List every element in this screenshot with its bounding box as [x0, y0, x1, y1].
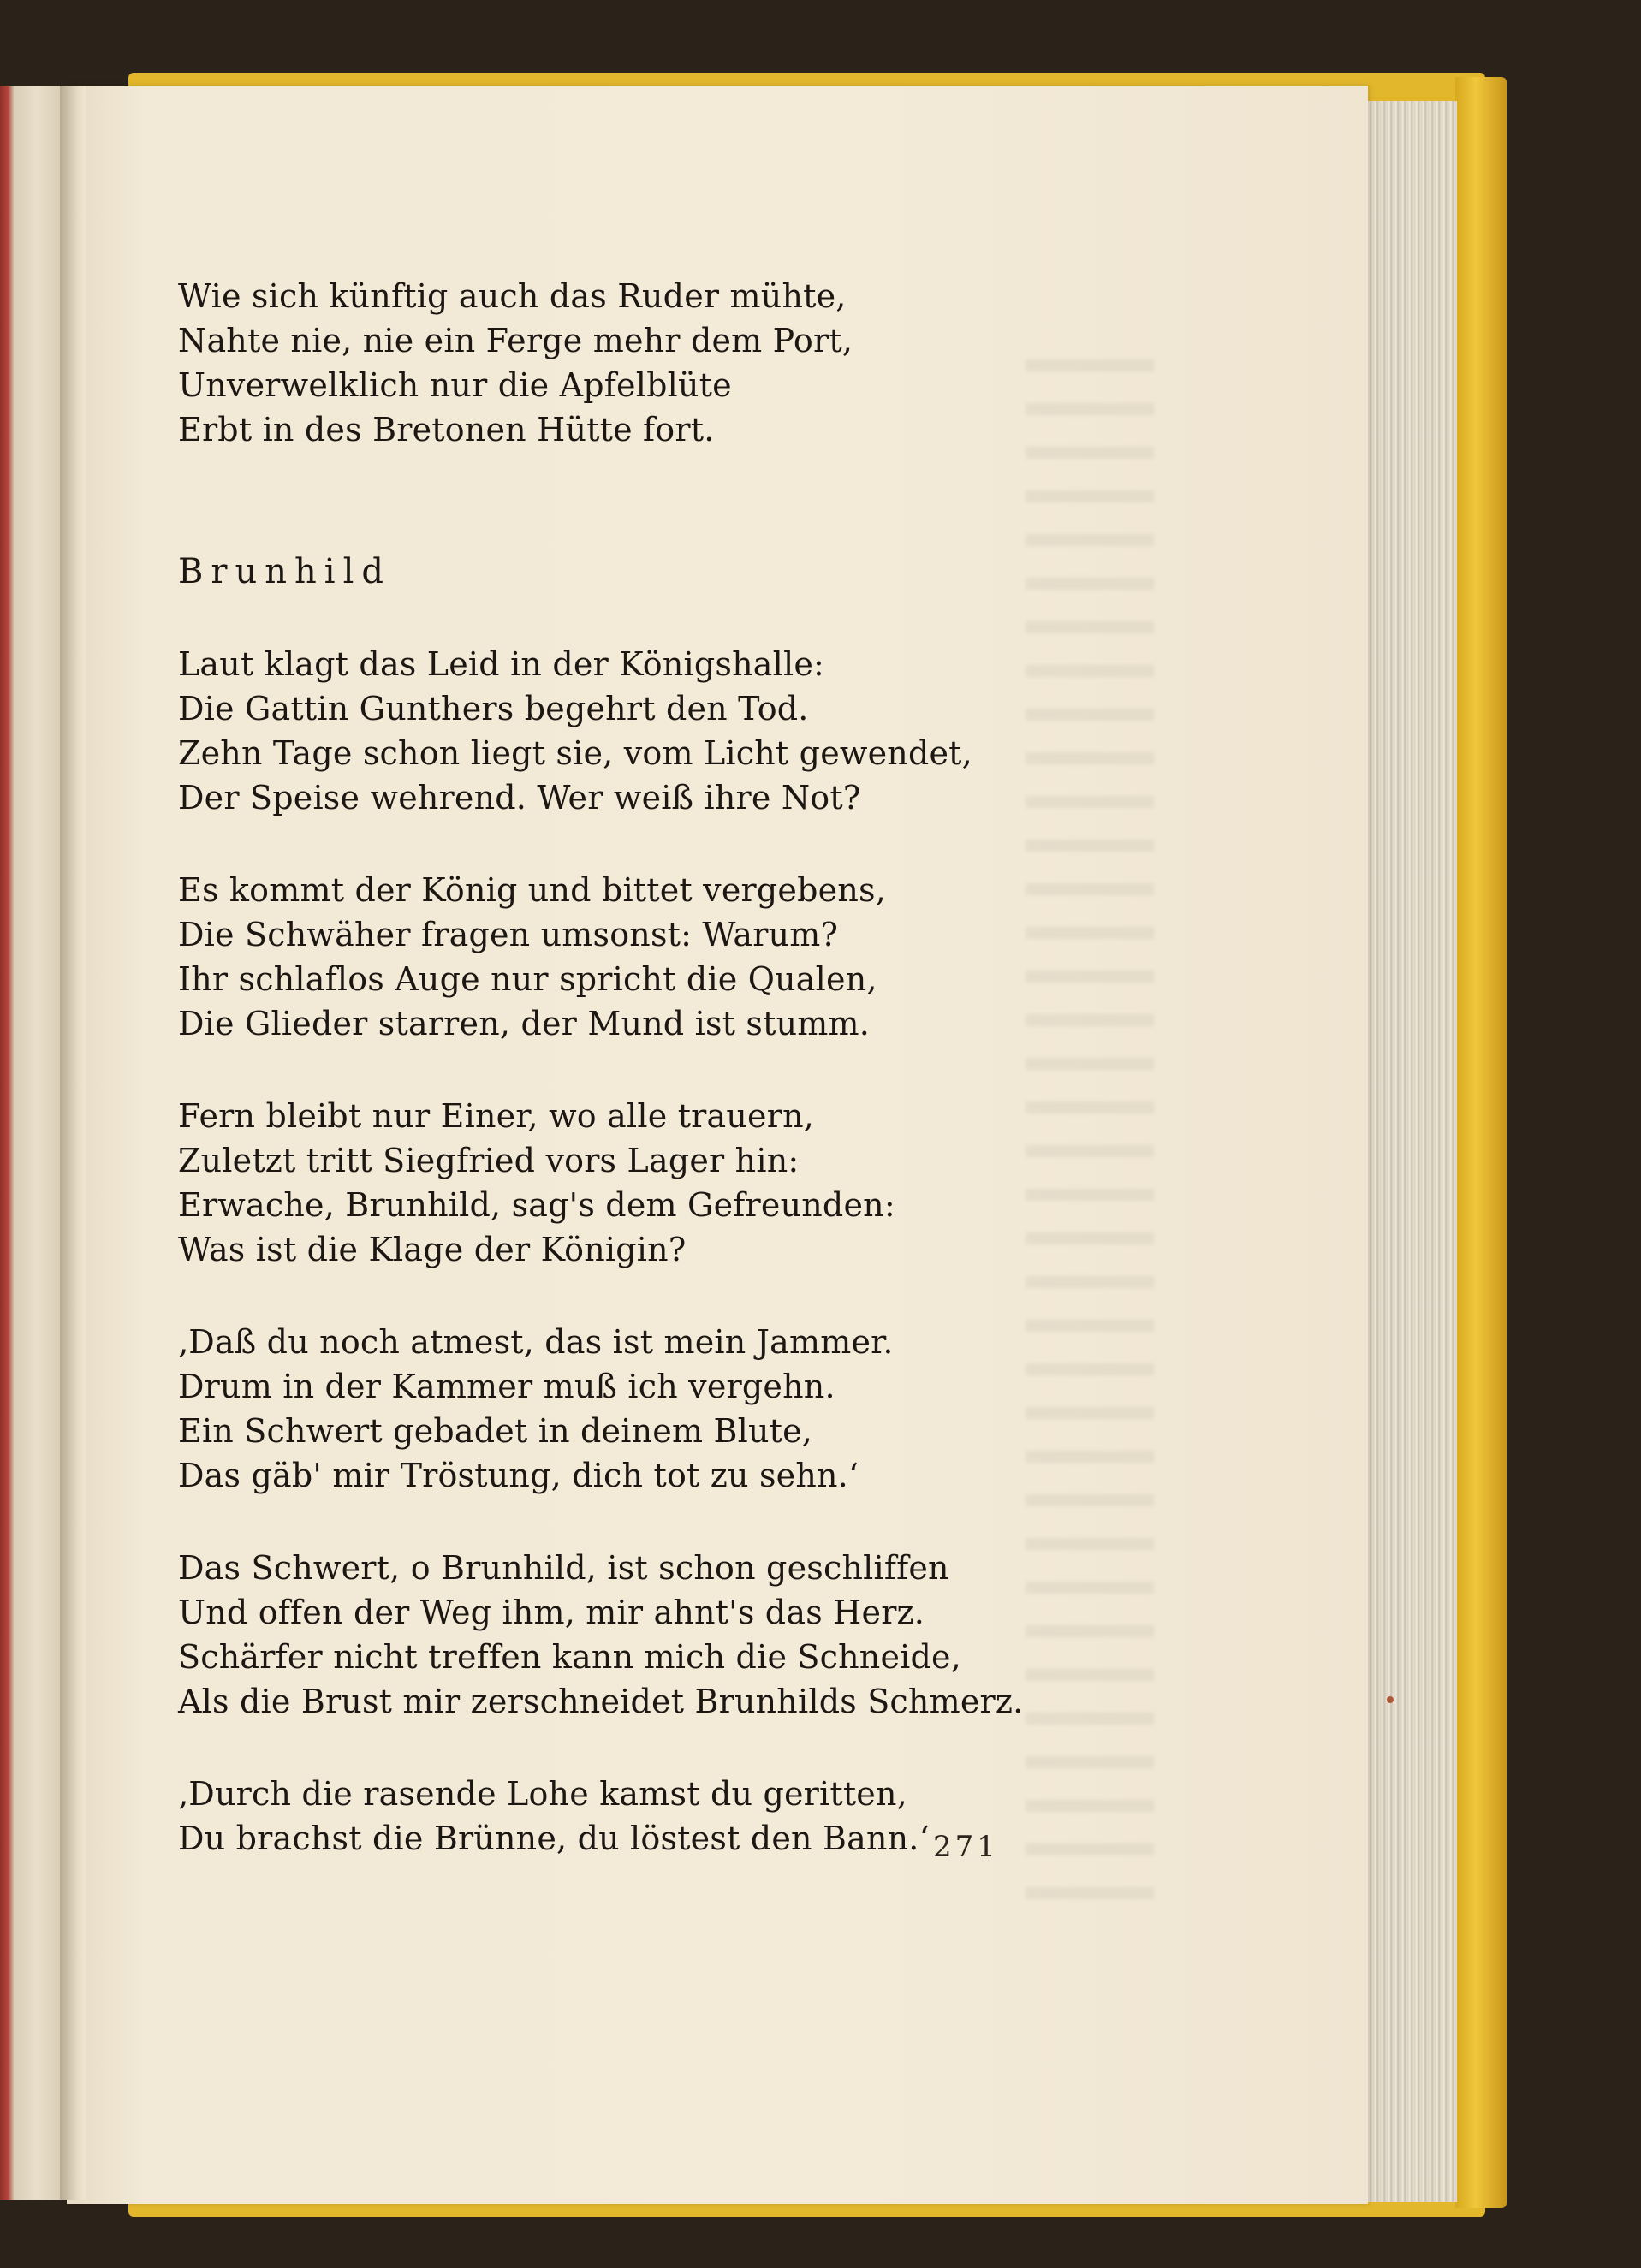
previous-poem-ending	[178, 274, 1120, 452]
verse-line: Es kommt der König und bittet vergebens,	[178, 871, 886, 909]
verse-line: Als die Brust mir zerschneidet Brunhilds Schmerz.	[178, 1683, 1024, 1720]
poem-title: Brunhild	[178, 552, 391, 591]
stanza	[178, 868, 1120, 1046]
verse-line: Die Schwäher fragen umsonst: Warum?	[178, 916, 839, 953]
book-cover-edge	[1455, 77, 1507, 2208]
verse-line: Du brachst die Brünne, du löstest den Bann.‘	[178, 1820, 930, 1857]
page-text	[178, 274, 1120, 1909]
verse-line: Laut klagt das Leid in der Königshalle:	[178, 645, 825, 683]
verse-line: Das gäb' mir Tröstung, dich tot zu sehn.‘	[178, 1457, 859, 1494]
verse-line: Unverwelklich nur die Apfelblüte	[178, 366, 732, 404]
verse-line: Der Speise wehrend. Wer weiß ihre Not?	[178, 779, 861, 816]
verse-line: Die Gattin Gunthers begehrt den Tod.	[178, 690, 809, 727]
verse-line: Ein Schwert gebadet in deinem Blute,	[178, 1412, 813, 1450]
verse-line: Fern bleibt nur Einer, wo alle trauern,	[178, 1097, 815, 1135]
verse-line: Zehn Tage schon liegt sie, vom Licht gewendet,	[178, 734, 972, 772]
verse-line: Schärfer nicht treffen kann mich die Schneide,	[178, 1638, 962, 1676]
verse-line: ‚Daß du noch atmest, das ist mein Jammer.	[178, 1323, 894, 1361]
stanza	[178, 1094, 1120, 1272]
page-number: 271	[933, 1830, 999, 1864]
verse-line: Erbt in des Bretonen Hütte fort.	[178, 411, 715, 448]
verse-line: Zuletzt tritt Siegfried vors Lager hin:	[178, 1142, 800, 1179]
verse-line: Nahte nie, nie ein Ferge mehr dem Port,	[178, 322, 853, 359]
verse-line: Ihr schlaflos Auge nur spricht die Qualen,	[178, 960, 877, 998]
paper-speck	[1387, 1696, 1394, 1703]
verse-line: Was ist die Klage der Königin?	[178, 1231, 687, 1268]
left-page-red-edge	[0, 86, 14, 2200]
verse-line: Drum in der Kammer muß ich vergehn.	[178, 1368, 835, 1405]
verse-line: Die Glieder starren, der Mund ist stumm.	[178, 1005, 870, 1042]
stanza	[178, 1546, 1120, 1724]
stanza	[178, 1320, 1120, 1498]
book-gutter	[60, 86, 86, 2200]
verse-line: Und offen der Weg ihm, mir ahnt's das Herz.	[178, 1594, 925, 1631]
verse-line: Wie sich künftig auch das Ruder mühte,	[178, 277, 847, 315]
stanza	[178, 642, 1120, 820]
verse-line: Das Schwert, o Brunhild, ist schon geschliffen	[178, 1549, 949, 1587]
verse-line: Erwache, Brunhild, sag's dem Gefreunden:	[178, 1186, 895, 1224]
verse-line: ‚Durch die rasende Lohe kamst du geritten,	[178, 1775, 907, 1813]
